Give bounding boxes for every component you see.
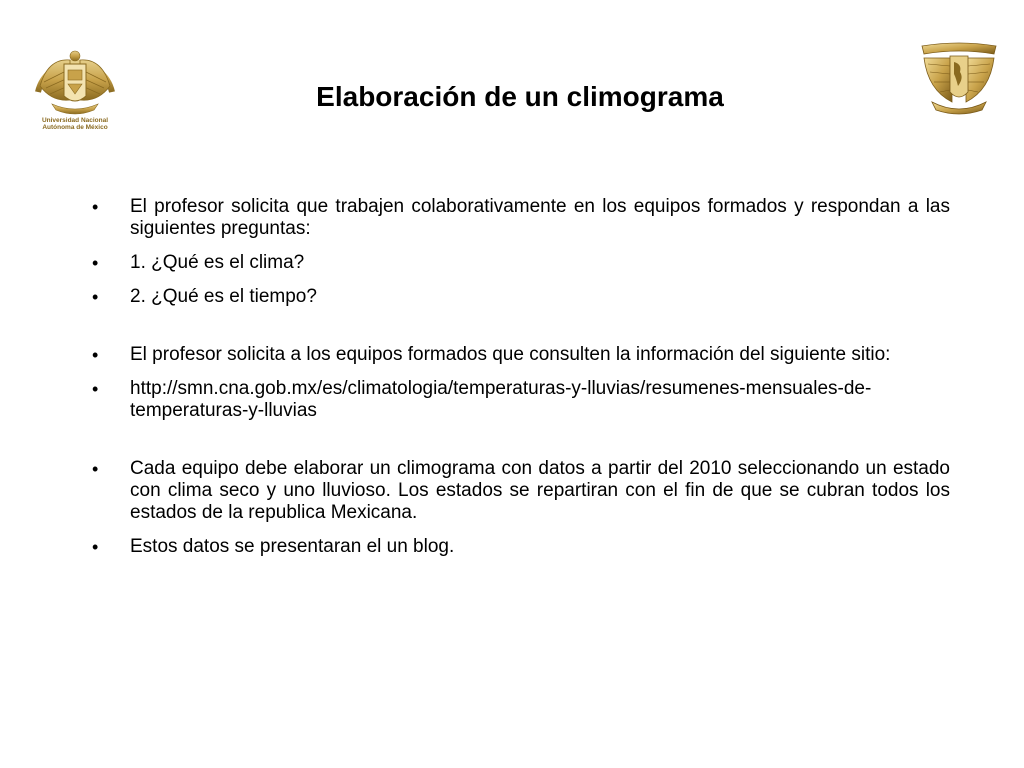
bullet-glyph: •	[92, 287, 99, 307]
unam-crest-icon	[30, 40, 120, 132]
bullet-item-climograma	[90, 458, 950, 524]
bullet-glyph: •	[92, 459, 99, 479]
bullet-text: El profesor solicita a los equipos formados que consulten la información del siguiente sitio:	[130, 344, 891, 365]
slide-title: Elaboración de un climograma	[316, 81, 724, 112]
logo-caption-line2: Autónoma de México	[42, 124, 108, 131]
bullet-item-consult	[90, 344, 950, 366]
bullet-item-instructions	[90, 196, 950, 240]
bullet-text: Estos datos se presentaran el un blog.	[130, 536, 455, 557]
bullet-item-question-2	[90, 286, 950, 308]
bullet-text-url: http://smn.cna.gob.mx/es/climatologia/temperaturas-y-lluvias/resumenes-mensuales-de-temperaturas-y-lluvias	[130, 378, 872, 421]
bullet-glyph: •	[92, 345, 99, 365]
bullet-glyph: •	[92, 197, 99, 217]
bullet-text: Cada equipo debe elaborar un climograma con datos a partir del 2010 seleccionando un estado con clima seco y uno lluvioso. Los estados se repartiran con el fin de que se cubran todos los estados de la republica Mexicana.	[130, 458, 950, 523]
bullet-item-question-1	[90, 252, 950, 274]
bullet-glyph: •	[92, 537, 99, 557]
bullet-text: 1. ¿Qué es el clima?	[130, 252, 305, 273]
logo-caption-line1: Universidad Nacional	[41, 117, 109, 124]
unam-shield-icon	[918, 40, 1000, 116]
bullet-list	[90, 196, 950, 558]
bullet-item-url	[90, 378, 950, 422]
bullet-glyph: •	[92, 253, 99, 273]
bullet-glyph: •	[92, 379, 99, 399]
bullet-item-blog	[90, 536, 950, 558]
bullet-text: El profesor solicita que trabajen colaborativamente en los equipos formados y respondan a las siguientes preguntas:	[130, 196, 950, 239]
bullet-text: 2. ¿Qué es el tiempo?	[130, 286, 317, 307]
